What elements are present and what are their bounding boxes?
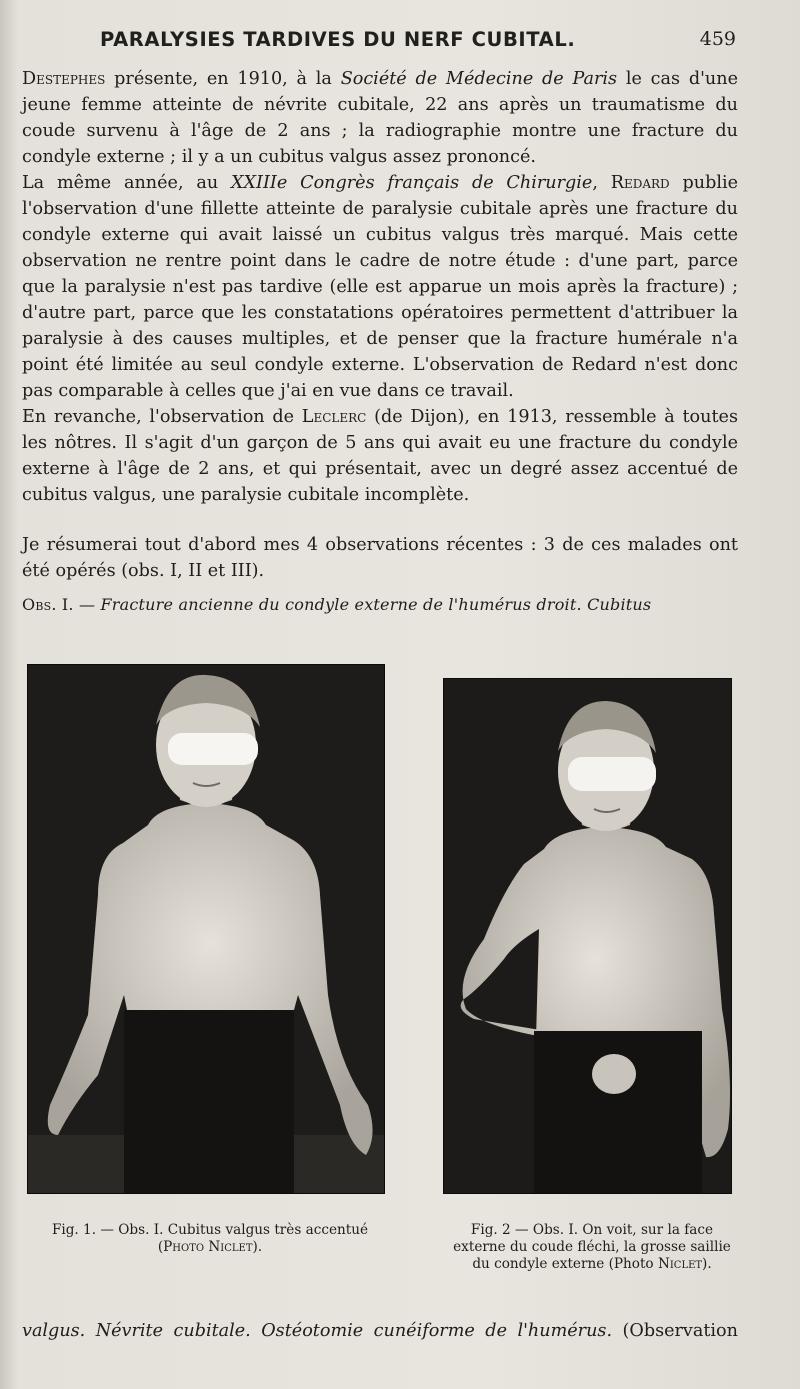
observation-title: Fracture ancienne du condyle externe de l'humérus droit. Cubitus [100, 595, 652, 614]
author-name: Redard [610, 173, 670, 193]
venue-name: Société de Médecine de Paris [340, 69, 618, 89]
caption-credit: (Photo Niclet). [157, 1239, 263, 1255]
author-name: Leclerc [301, 407, 367, 427]
paragraph-leclerc [22, 404, 738, 508]
figure-1-photo [27, 664, 385, 1194]
paragraph-text: (de Dijon), en 1913, ressemble à toutes les nôtres. Il s'agit d'un garçon de 5 ans qui avait eu une fracture du condyle externe à l'âge de 2 ans, et qui présentait, avec un degré assez accentué de cubitus valgus, une paralysie cubitale incomplète. [22, 407, 738, 505]
paragraph-summary: Je résumerai tout d'abord mes 4 observations récentes : 3 de ces malades ont été opérés (obs. I, II et III). [22, 535, 738, 581]
continuation-line [22, 1318, 738, 1344]
paragraph-text: La même année, au [22, 173, 231, 193]
running-title: PARALYSIES TARDIVES DU NERF CUBITAL. [100, 28, 576, 51]
paragraph-text: En revanche, l'observation de [22, 407, 302, 427]
observation-heading [22, 592, 738, 618]
figure-2-caption [448, 1222, 736, 1273]
paragraph-redard [22, 170, 738, 404]
running-head [100, 28, 740, 58]
body-text [22, 66, 738, 618]
paragraph-destermes [22, 66, 738, 170]
figure-1-caption [30, 1222, 390, 1256]
paragraph-text: le cas d'une jeune femme atteinte de névrite cubitale, 22 ans après un traumatisme du coude survenu à l'âge de 2 ans ; la radiographie montre une fracture du condyle externe ; il y a un cubitus valgus assez prononcé. [22, 69, 739, 167]
author-name: Destернes [22, 69, 106, 89]
paragraph-text: présente, en 1910, à la [105, 69, 341, 89]
venue-name: XXIIIe Congrès français de Chirurgie [230, 173, 593, 193]
page-number: 459 [699, 28, 736, 50]
continuation-italic: valgus. Névrite cubitale. Ostéotomie cunéiforme de l'humérus. [22, 1321, 613, 1341]
continuation-text: (Observation [612, 1321, 738, 1341]
paragraph-gap [22, 508, 738, 532]
caption-text: Fig. 1. — Obs. I. Cubitus valgus très accentué [51, 1222, 369, 1238]
paragraph-text: publie l'observation d'une fillette atteinte de paralysie cubitale après une fracture du condyle externe qui avait laissé un cubitus valgus très marqué. Mais cette observation ne rentre point dans le cadre de notre étude : d'une part, parce que la paralysie n'est pas tardive (elle est apparue un mois après la fracture) ; d'autre part, parce que les constatations opératoires permettent d'attribuer la paralysie à des causes multiples, et de penser que la fracture humérale n'a point été limitée au seul condyle externe. L'observation de Redard n'est donc pas comparable à celles que j'ai en vue dans ce travail. [22, 173, 739, 401]
observation-label: Obs. I. — [22, 595, 101, 614]
paragraph-text: , [592, 173, 611, 193]
caption-text: Fig. 2 — Obs. I. On voit, sur la face externe du coude fléchi, la grosse saillie du condyle externe (Photo [453, 1222, 731, 1272]
caption-credit: Niclet). [657, 1256, 712, 1272]
figure-2-photo [443, 678, 732, 1194]
